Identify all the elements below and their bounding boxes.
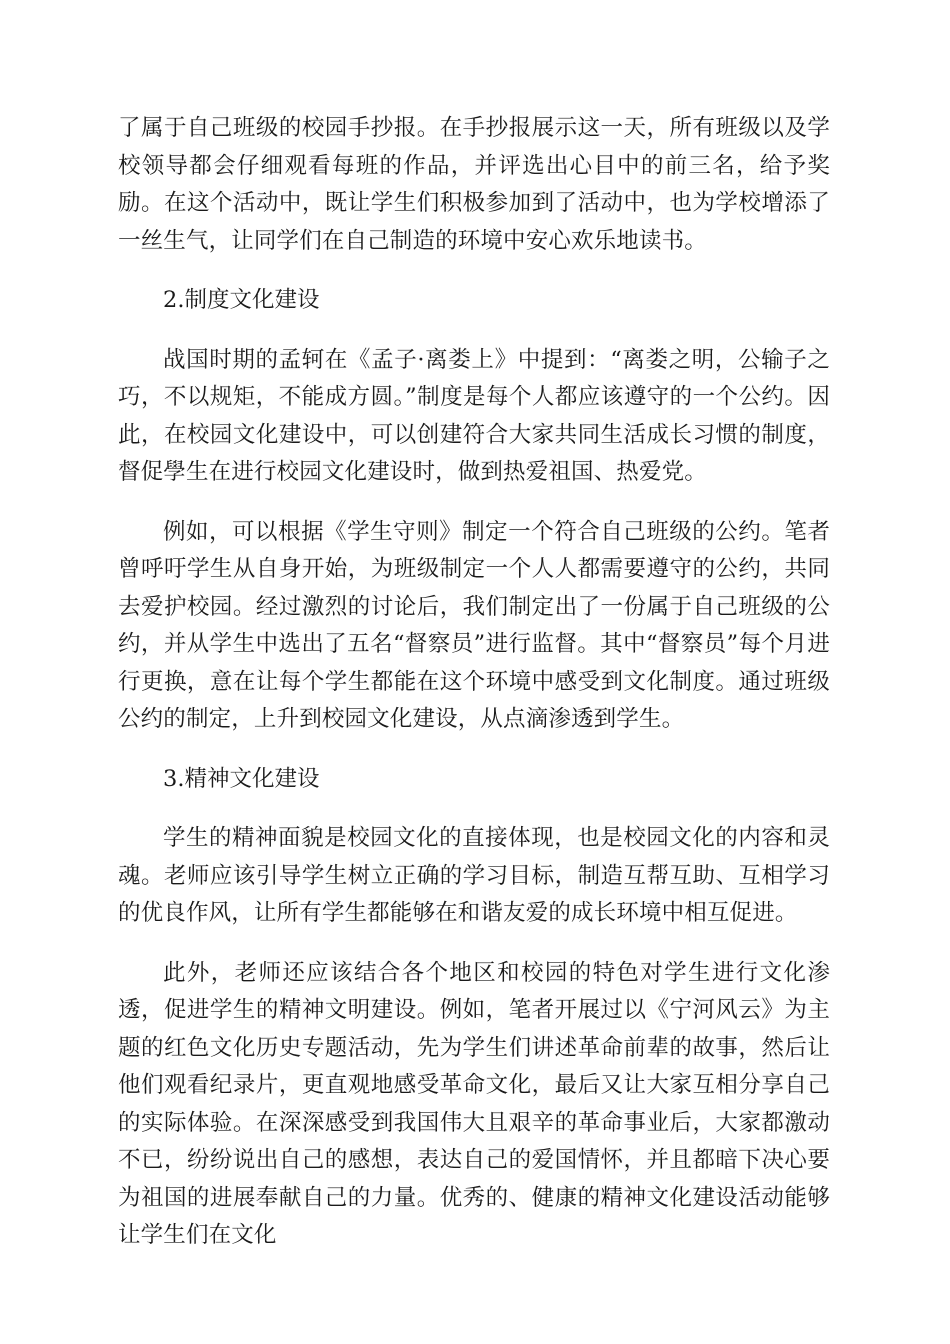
section-heading-institutional-culture: 2.制度文化建设 xyxy=(163,287,320,313)
paragraph-mencius-quote: 战国时期的孟轲在《孟子·离娄上》中提到：“离娄之明，公输子之巧，不以规矩，不能成方圆。”制度是每个人都应该遵守的一个公约。因此，在校园文化建设中，可以创建符合大家共同生活成长习惯的制度，督促學生在进行校园文化建设时，做到热爱祖国、热爱党。 xyxy=(118,346,830,485)
section-heading-spiritual-culture: 3.精神文化建设 xyxy=(163,765,320,792)
paragraph-student-spirit: 学生的精神面貌是校园文化的直接体现，也是校园文化的内容和灵魂。老师应该引导学生树立正确的学习目标，制造互帮互助、互相学习的优良作风，让所有学生都能够在和谐友爱的成长环境中相互促进。 xyxy=(118,825,830,926)
paragraph-class-convention: 例如，可以根据《学生守则》制定一个符合自己班级的公约。笔者曾呼吁学生从自身开始，为班级制定一个人人都需要遵守的公约，共同去爱护校园。经过激烈的讨论后，我们制定出了一份属于自己班级的公约，并从学生中选出了五名“督察员”进行监督。其中“督察员”每个月进行更换，意在让每个学生都能在这个环境中感受到文化制度。通过班级公约的制定，上升到校园文化建设，从点滴渗透到学生。 xyxy=(118,518,830,732)
paragraph-handwritten-newspaper: 了属于自己班级的校园手抄报。在手抄报展示这一天，所有班级以及学校领导都会仔细观看每班的作品，并评选出心目中的前三名，给予奖励。在这个活动中，既让学生们积极参加到了活动中，也为学校增添了一丝生气，让同学们在自己制造的环境中安心欢乐地读书。 xyxy=(118,115,830,254)
paragraph-red-culture-activity: 此外，老师还应该结合各个地区和校园的特色对学生进行文化渗透，促进学生的精神文明建设。例如，笔者开展过以《宁河风云》为主题的红色文化历史专题活动，先为学生们讲述革命前辈的故事，然后让他们观看纪录片，更直观地感受革命文化，最后又让大家互相分享自己的实际体验。在深深感受到我国伟大且艰辛的革命事业后，大家都激动不已，纷纷说出自己的感想，表达自己的爱国情怀，并且都暗下决心要为祖国的进展奉献自己的力量。优秀的、健康的精神文化建设活动能够让学生们在文化 xyxy=(118,959,830,1248)
document-page xyxy=(118,110,830,1255)
